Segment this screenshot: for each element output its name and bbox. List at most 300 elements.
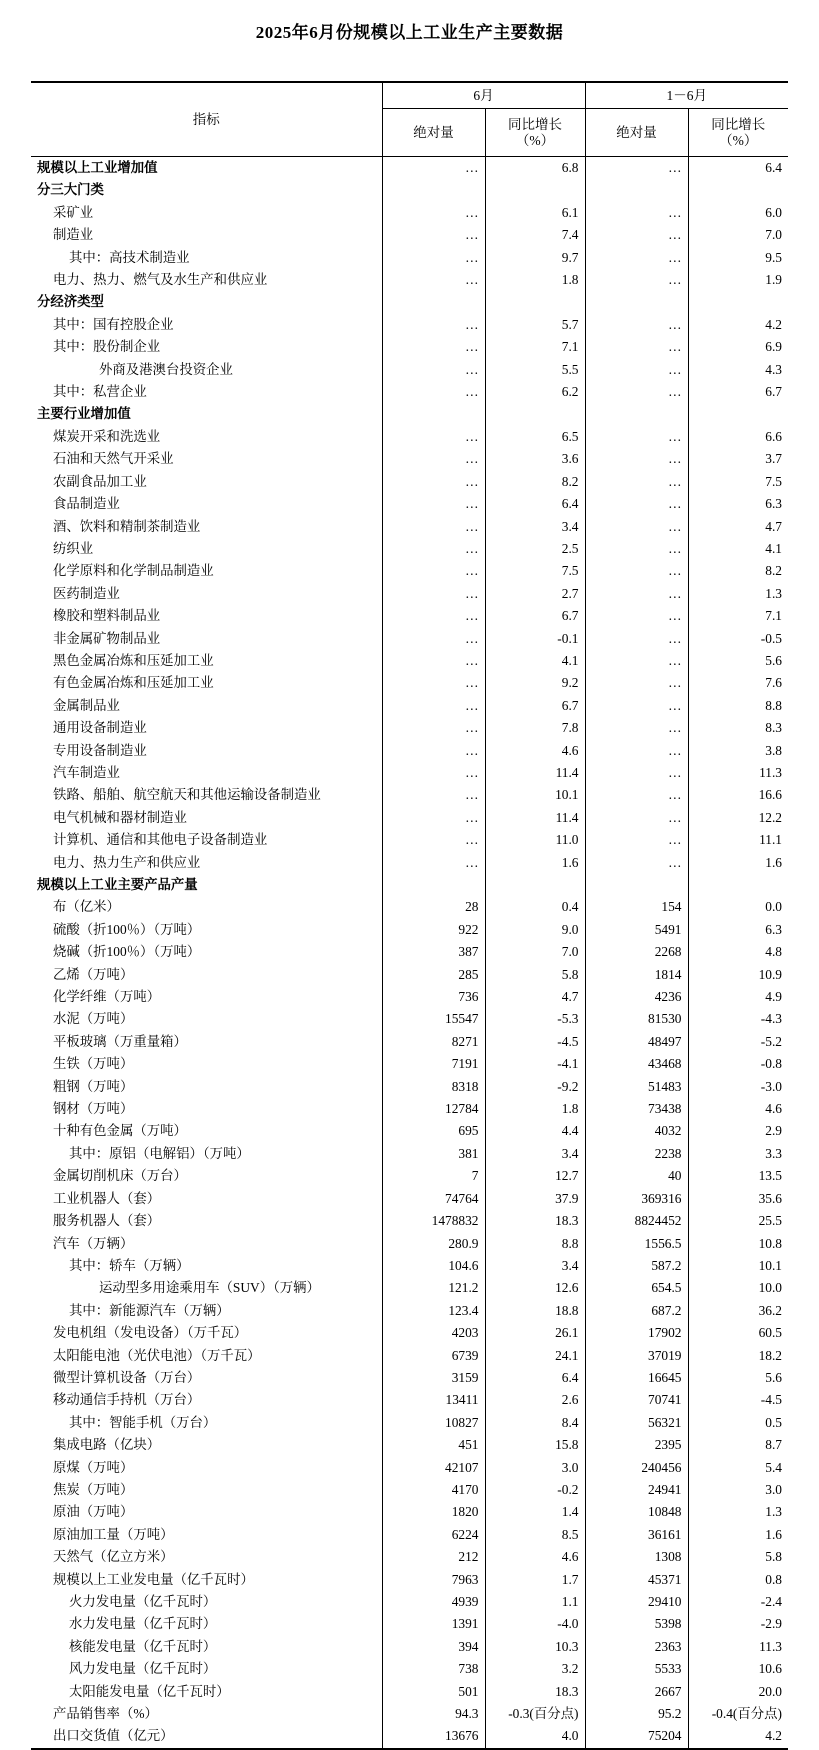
row-cumulative-absolute: 24941	[585, 1479, 688, 1501]
row-month-growth: 9.7	[485, 247, 585, 269]
row-indicator-label	[31, 560, 382, 582]
row-cumulative-absolute: …	[585, 448, 688, 470]
row-cumulative-absolute: 10848	[585, 1501, 688, 1523]
row-indicator-label	[31, 896, 382, 918]
row-cumulative-growth: 10.8	[758, 1235, 782, 1251]
indicator-text: 橡胶和塑料制品业	[53, 608, 161, 624]
row-cumulative-growth: 0.5	[765, 1414, 782, 1430]
row-month-absolute: …	[382, 314, 485, 336]
row-month-growth: 7.1	[485, 336, 585, 358]
row-cumulative-absolute: 48497	[585, 1031, 688, 1053]
row-cumulative-absolute: …	[585, 583, 688, 605]
row-cumulative-absolute: 587.2	[585, 1255, 688, 1277]
row-cumulative-absolute: …	[585, 829, 688, 851]
column-header-indicator: 指标	[31, 82, 382, 157]
table-header	[31, 82, 788, 157]
table-row	[31, 986, 788, 1008]
row-indicator-label	[31, 202, 382, 224]
row-cumulative-absolute: …	[585, 493, 688, 515]
row-month-growth: 6.4	[485, 493, 585, 515]
row-indicator-label	[31, 1345, 382, 1367]
row-month-absolute: …	[382, 695, 485, 717]
row-month-absolute: 74764	[382, 1188, 485, 1210]
row-cumulative-growth: 11.1	[759, 832, 782, 848]
row-cumulative-absolute	[585, 291, 688, 313]
column-header-cumulative-absolute: 绝对量	[585, 109, 688, 157]
row-month-growth: 8.8	[485, 1233, 585, 1255]
row-month-absolute: …	[382, 628, 485, 650]
row-indicator-label	[31, 1031, 382, 1053]
indicator-text: 火力发电量（亿千瓦时）	[69, 1594, 217, 1609]
row-month-growth: -0.2	[485, 1479, 585, 1501]
row-month-growth: 6.8	[485, 157, 585, 180]
indicator-text: 金属切削机床（万台）	[53, 1168, 187, 1184]
row-cumulative-absolute: …	[585, 202, 688, 224]
row-cumulative-absolute: …	[585, 269, 688, 291]
row-cumulative-growth: 6.3	[765, 921, 782, 937]
row-month-absolute: 121.2	[382, 1277, 485, 1299]
row-cumulative-absolute: 2363	[585, 1636, 688, 1658]
growth-label-line2: （%）	[515, 132, 555, 148]
row-month-absolute: …	[382, 829, 485, 851]
table-row	[31, 1188, 788, 1210]
row-cumulative-absolute: …	[585, 605, 688, 627]
row-month-growth: 6.4	[485, 1367, 585, 1389]
row-indicator-label	[31, 695, 382, 717]
row-month-absolute: 123.4	[382, 1300, 485, 1322]
row-month-growth: 8.5	[485, 1524, 585, 1546]
row-cumulative-growth: 1.3	[765, 585, 782, 601]
row-month-growth: 11.4	[485, 762, 585, 784]
row-month-absolute: …	[382, 269, 485, 291]
row-month-growth: 1.7	[485, 1569, 585, 1591]
indicator-text: 焦炭（万吨）	[53, 1481, 134, 1497]
row-cumulative-growth: 7.0	[765, 227, 782, 243]
row-cumulative-growth: 8.2	[765, 563, 782, 579]
row-month-absolute: …	[382, 560, 485, 582]
row-month-growth: 6.5	[485, 426, 585, 448]
row-month-absolute: 738	[382, 1658, 485, 1680]
row-indicator-label	[31, 762, 382, 784]
row-cumulative-growth: 20.0	[758, 1683, 782, 1699]
table-row	[31, 336, 788, 358]
row-cumulative-growth: 11.3	[759, 1638, 782, 1654]
row-indicator-label	[31, 628, 382, 650]
row-indicator-label	[31, 291, 382, 313]
indicator-text: 计算机、通信和其他电子设备制造业	[53, 832, 268, 848]
row-month-growth: -4.0	[485, 1613, 585, 1635]
row-month-absolute: 4170	[382, 1479, 485, 1501]
row-indicator-label	[31, 1277, 382, 1299]
row-cumulative-growth: 60.5	[758, 1325, 782, 1341]
table-row	[31, 583, 788, 605]
indicator-text: 其中：高技术制造业	[69, 249, 190, 265]
row-cumulative-absolute: …	[585, 852, 688, 874]
row-cumulative-growth: 8.8	[765, 697, 782, 713]
row-cumulative-growth: 10.1	[758, 1257, 782, 1273]
row-month-growth: 3.0	[485, 1457, 585, 1479]
table-row	[31, 1008, 788, 1030]
row-cumulative-growth: 4.1	[765, 540, 782, 556]
indicator-text: 原油（万吨）	[53, 1504, 134, 1520]
row-month-growth: 37.9	[485, 1188, 585, 1210]
row-month-absolute: …	[382, 247, 485, 269]
row-cumulative-absolute: 1308	[585, 1546, 688, 1568]
indicator-text: 专用设备制造业	[53, 742, 147, 758]
row-cumulative-growth: 6.7	[765, 384, 782, 400]
row-month-absolute: …	[382, 784, 485, 806]
row-month-growth: 4.0	[485, 1725, 585, 1748]
table-row	[31, 291, 788, 313]
row-month-absolute: 381	[382, 1143, 485, 1165]
row-cumulative-growth: 5.4	[765, 1459, 782, 1475]
row-month-absolute	[382, 291, 485, 313]
row-cumulative-growth: -4.3	[760, 1011, 782, 1027]
row-indicator-label	[31, 740, 382, 762]
indicator-text: 酒、饮料和精制茶制造业	[53, 518, 201, 534]
table-row	[31, 807, 788, 829]
row-month-absolute: 8271	[382, 1031, 485, 1053]
row-month-absolute: …	[382, 583, 485, 605]
indicator-text: 电力、热力、燃气及水生产和供应业	[53, 272, 268, 288]
row-month-absolute: 387	[382, 941, 485, 963]
table-row	[31, 650, 788, 672]
row-indicator-label	[31, 471, 382, 493]
row-indicator-label	[31, 1300, 382, 1322]
row-cumulative-growth: 18.2	[758, 1347, 782, 1363]
table-row	[31, 269, 788, 291]
row-cumulative-growth: 10.0	[758, 1280, 782, 1296]
table-row	[31, 1501, 788, 1523]
row-indicator-label	[31, 919, 382, 941]
row-cumulative-growth	[688, 874, 788, 896]
row-month-absolute: 7963	[382, 1569, 485, 1591]
row-month-absolute: …	[382, 224, 485, 246]
indicator-text: 原煤（万吨）	[53, 1459, 134, 1475]
row-cumulative-growth: 5.8	[765, 1549, 782, 1565]
row-month-growth: 11.0	[485, 829, 585, 851]
row-indicator-label	[31, 1613, 382, 1635]
table-row	[31, 224, 788, 246]
indicator-text: 汽车（万辆）	[53, 1235, 134, 1251]
table-row	[31, 403, 788, 425]
row-month-absolute: 15547	[382, 1008, 485, 1030]
row-cumulative-growth: 8.7	[765, 1437, 782, 1453]
row-month-absolute: 285	[382, 964, 485, 986]
row-month-absolute: 1820	[382, 1501, 485, 1523]
row-indicator-label	[31, 1233, 382, 1255]
row-cumulative-absolute: …	[585, 538, 688, 560]
row-month-absolute: 42107	[382, 1457, 485, 1479]
indicator-text: 金属制品业	[53, 697, 120, 713]
row-cumulative-absolute	[585, 179, 688, 201]
row-cumulative-absolute: 81530	[585, 1008, 688, 1030]
row-month-growth: 18.3	[485, 1681, 585, 1703]
row-cumulative-absolute: 73438	[585, 1098, 688, 1120]
row-cumulative-growth: 16.6	[758, 787, 782, 803]
row-indicator-label	[31, 1143, 382, 1165]
row-cumulative-growth: 1.9	[765, 272, 782, 288]
row-cumulative-absolute: 2268	[585, 941, 688, 963]
row-month-growth: 2.6	[485, 1389, 585, 1411]
indicator-text: 电力、热力生产和供应业	[53, 854, 201, 870]
indicator-text: 汽车制造业	[53, 764, 120, 780]
row-month-absolute: …	[382, 336, 485, 358]
indicator-text: 微型计算机设备（万台）	[53, 1369, 201, 1385]
row-month-growth: 2.7	[485, 583, 585, 605]
indicator-text: 规模以上工业发电量（亿千瓦时）	[53, 1571, 254, 1587]
row-month-growth: 15.8	[485, 1434, 585, 1456]
row-indicator-label	[31, 1681, 382, 1703]
row-cumulative-growth: 0.8	[765, 1571, 782, 1587]
row-indicator-label	[31, 1165, 382, 1187]
indicator-text: 医药制造业	[53, 585, 120, 601]
table-row	[31, 1479, 788, 1501]
row-cumulative-growth: -4.5	[760, 1392, 782, 1408]
row-cumulative-absolute: 1556.5	[585, 1233, 688, 1255]
row-month-absolute: 501	[382, 1681, 485, 1703]
row-cumulative-growth: -0.4(百分点)	[711, 1706, 782, 1722]
row-cumulative-absolute: …	[585, 381, 688, 403]
table-row	[31, 717, 788, 739]
row-indicator-label	[31, 403, 382, 425]
table-row	[31, 538, 788, 560]
row-indicator-label	[31, 672, 382, 694]
row-cumulative-absolute: 5533	[585, 1658, 688, 1680]
row-month-growth: 4.6	[485, 1546, 585, 1568]
row-indicator-label	[31, 1434, 382, 1456]
row-cumulative-growth: 5.6	[765, 1369, 782, 1385]
row-month-growth: 3.4	[485, 1143, 585, 1165]
table-row	[31, 896, 788, 918]
row-indicator-label	[31, 852, 382, 874]
table-row	[31, 1031, 788, 1053]
row-month-absolute: …	[382, 471, 485, 493]
row-cumulative-growth: -2.4	[760, 1594, 782, 1609]
row-cumulative-absolute: 154	[585, 896, 688, 918]
row-cumulative-growth: 12.2	[758, 809, 782, 825]
table-row	[31, 672, 788, 694]
row-cumulative-growth: 2.9	[765, 1123, 782, 1139]
row-indicator-label	[31, 874, 382, 896]
table-row	[31, 359, 788, 381]
row-cumulative-growth: 1.6	[765, 1526, 782, 1542]
row-indicator-label	[31, 1188, 382, 1210]
row-cumulative-absolute: 45371	[585, 1569, 688, 1591]
row-month-absolute: 1478832	[382, 1210, 485, 1232]
row-month-growth: 26.1	[485, 1322, 585, 1344]
indicator-text: 水力发电量（亿千瓦时）	[69, 1616, 217, 1632]
row-month-growth: 1.8	[485, 1098, 585, 1120]
row-month-absolute: …	[382, 740, 485, 762]
row-month-growth: 6.1	[485, 202, 585, 224]
row-cumulative-absolute: …	[585, 628, 688, 650]
row-indicator-label	[31, 1120, 382, 1142]
row-month-growth: 1.4	[485, 1501, 585, 1523]
row-indicator-label	[31, 1053, 382, 1075]
row-indicator-label	[31, 964, 382, 986]
table-row	[31, 1591, 788, 1613]
row-month-growth: 6.7	[485, 605, 585, 627]
row-month-growth	[485, 874, 585, 896]
indicator-text: 分三大门类	[37, 182, 104, 198]
row-month-growth: 9.0	[485, 919, 585, 941]
row-month-growth: 3.2	[485, 1658, 585, 1680]
row-cumulative-absolute: 5398	[585, 1613, 688, 1635]
row-cumulative-growth: 7.1	[765, 608, 782, 624]
row-month-absolute: …	[382, 157, 485, 180]
row-indicator-label	[31, 448, 382, 470]
row-cumulative-absolute: 43468	[585, 1053, 688, 1075]
table-row	[31, 202, 788, 224]
row-cumulative-growth: 35.6	[758, 1190, 782, 1206]
table-row	[31, 941, 788, 963]
indicator-text: 集成电路（亿块）	[53, 1437, 161, 1453]
row-cumulative-growth: 4.3	[765, 361, 782, 377]
row-cumulative-absolute: 29410	[585, 1591, 688, 1613]
row-indicator-label	[31, 1210, 382, 1232]
row-month-absolute: 28	[382, 896, 485, 918]
row-cumulative-growth: 36.2	[758, 1302, 782, 1318]
row-indicator-label	[31, 1322, 382, 1344]
row-month-growth: 5.8	[485, 964, 585, 986]
table-row	[31, 628, 788, 650]
row-month-growth: 7.4	[485, 224, 585, 246]
row-month-growth: 18.8	[485, 1300, 585, 1322]
row-cumulative-absolute: 36161	[585, 1524, 688, 1546]
row-indicator-label	[31, 247, 382, 269]
row-cumulative-absolute: 16645	[585, 1367, 688, 1389]
indicator-text: 工业机器人（套）	[53, 1190, 161, 1206]
table-row	[31, 448, 788, 470]
row-month-growth: 10.1	[485, 784, 585, 806]
table-row	[31, 695, 788, 717]
row-month-absolute: 12784	[382, 1098, 485, 1120]
row-cumulative-growth: 6.0	[765, 204, 782, 220]
row-month-absolute: …	[382, 672, 485, 694]
row-cumulative-growth: 4.8	[765, 944, 782, 960]
row-month-absolute: …	[382, 650, 485, 672]
indicator-text: 硫酸（折100％）（万吨）	[53, 921, 201, 937]
row-month-growth: 3.4	[485, 516, 585, 538]
indicator-text: 分经济类型	[37, 294, 104, 310]
row-cumulative-growth: 1.6	[765, 854, 782, 870]
row-indicator-label	[31, 426, 382, 448]
row-cumulative-absolute: 4032	[585, 1120, 688, 1142]
row-month-absolute: …	[382, 448, 485, 470]
table-row	[31, 560, 788, 582]
row-indicator-label	[31, 1457, 382, 1479]
row-cumulative-absolute: 5491	[585, 919, 688, 941]
table-row	[31, 247, 788, 269]
indicator-text: 有色金属冶炼和压延加工业	[53, 675, 214, 691]
indicator-text: 黑色金属冶炼和压延加工业	[53, 652, 214, 668]
table-row	[31, 1120, 788, 1142]
table-row	[31, 1098, 788, 1120]
row-cumulative-growth	[688, 179, 788, 201]
row-month-growth	[485, 179, 585, 201]
growth-label-line1: 同比增长	[508, 116, 562, 132]
indicator-text: 风力发电量（亿千瓦时）	[69, 1661, 217, 1677]
indicator-text: 其中：私营企业	[53, 384, 147, 400]
row-cumulative-growth: 4.2	[765, 316, 782, 332]
indicator-text: 其中：股份制企业	[53, 339, 161, 355]
row-month-absolute: 7	[382, 1165, 485, 1187]
row-month-growth: -5.3	[485, 1008, 585, 1030]
page-title: 2025年6月份规模以上工业生产主要数据	[255, 23, 564, 42]
indicator-text: 规模以上工业主要产品产量	[37, 877, 198, 892]
row-cumulative-absolute: …	[585, 762, 688, 784]
table-row	[31, 1053, 788, 1075]
row-month-absolute: …	[382, 381, 485, 403]
row-cumulative-absolute: 17902	[585, 1322, 688, 1344]
row-indicator-label	[31, 1412, 382, 1434]
indicator-text: 运动型多用途乘用车（SUV）（万辆）	[99, 1280, 320, 1296]
row-indicator-label	[31, 1479, 382, 1501]
row-cumulative-growth: 1.3	[765, 1504, 782, 1520]
row-indicator-label	[31, 538, 382, 560]
row-month-absolute: 695	[382, 1120, 485, 1142]
indicator-text: 核能发电量（亿千瓦时）	[69, 1638, 217, 1654]
table-row	[31, 1412, 788, 1434]
row-month-growth	[485, 291, 585, 313]
row-cumulative-absolute: 75204	[585, 1725, 688, 1748]
table-row	[31, 852, 788, 874]
indicator-text: 煤炭开采和洗选业	[53, 428, 161, 444]
row-cumulative-growth: 5.6	[765, 652, 782, 668]
table-row	[31, 1389, 788, 1411]
row-indicator-label	[31, 336, 382, 358]
row-cumulative-growth: 6.3	[765, 496, 782, 512]
row-month-growth	[485, 403, 585, 425]
indicator-text: 天然气（亿立方米）	[53, 1549, 174, 1565]
row-cumulative-growth: -0.5	[760, 630, 782, 646]
row-cumulative-growth: 11.3	[759, 764, 782, 780]
indicator-text: 电气机械和器材制造业	[53, 809, 187, 825]
row-cumulative-absolute: 1814	[585, 964, 688, 986]
row-month-absolute: 6739	[382, 1345, 485, 1367]
row-indicator-label	[31, 1076, 382, 1098]
row-cumulative-absolute: …	[585, 650, 688, 672]
row-cumulative-absolute: 654.5	[585, 1277, 688, 1299]
row-cumulative-absolute: …	[585, 516, 688, 538]
row-indicator-label	[31, 1008, 382, 1030]
row-cumulative-absolute: 687.2	[585, 1300, 688, 1322]
row-month-growth: 1.6	[485, 852, 585, 874]
indicator-text: 外商及港澳台投资企业	[99, 361, 233, 377]
row-month-growth: 7.8	[485, 717, 585, 739]
indicator-text: 其中：国有控股企业	[53, 316, 174, 332]
indicator-text: 水泥（万吨）	[53, 1011, 134, 1027]
row-cumulative-growth: 3.3	[765, 1145, 782, 1161]
row-cumulative-absolute	[585, 874, 688, 896]
row-cumulative-absolute: 37019	[585, 1345, 688, 1367]
column-group-cumulative: 1－6月	[585, 82, 788, 109]
indicator-text: 太阳能发电量（亿千瓦时）	[69, 1683, 230, 1699]
indicator-text: 出口交货值（亿元）	[53, 1728, 174, 1744]
row-month-growth: 11.4	[485, 807, 585, 829]
indicator-text: 钢材（万吨）	[53, 1101, 134, 1117]
row-indicator-label	[31, 717, 382, 739]
row-cumulative-growth: 4.9	[765, 989, 782, 1005]
row-indicator-label	[31, 314, 382, 336]
row-cumulative-growth: 13.5	[758, 1168, 782, 1184]
row-cumulative-growth: 6.9	[765, 339, 782, 355]
row-indicator-label	[31, 1255, 382, 1277]
row-month-growth: 3.4	[485, 1255, 585, 1277]
row-cumulative-absolute: …	[585, 247, 688, 269]
row-month-absolute: …	[382, 717, 485, 739]
